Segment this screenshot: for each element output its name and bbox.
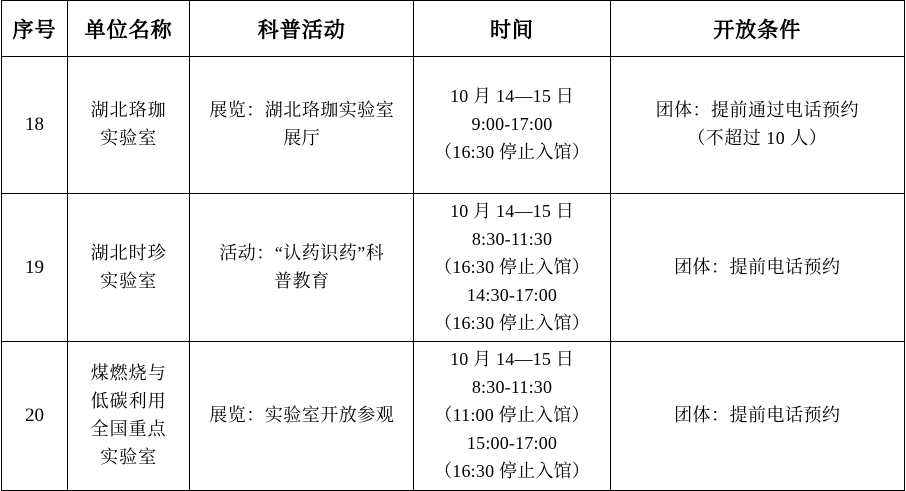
cell-activity-line: 活动：“认药识药”科 [219, 242, 385, 263]
cell-unit-line: 实验室 [100, 128, 158, 148]
cell-time-line: 8:30-11:30 [471, 228, 553, 249]
cell-time-line: 15:00-17:00 [466, 433, 558, 454]
cell-condition-line: 团体：提前通过电话预约 [655, 100, 860, 121]
cell-activity-line: 展厅 [283, 128, 321, 148]
cell-time-line: （11:00 停止入馆） [434, 405, 590, 426]
cell-time [414, 342, 610, 490]
cell-unit [68, 57, 190, 194]
cell-time-line: （16:30 停止入馆） [434, 461, 590, 482]
column-header-activity: 科普活动 [190, 1, 414, 57]
cell-unit-line: 全国重点 [90, 419, 167, 440]
cell-unit-line: 实验室 [100, 447, 158, 468]
cell-activity-line: 展览：实验室开放参观 [209, 405, 395, 426]
cell-activity-line: 展览：湖北珞珈实验室 [209, 100, 395, 121]
cell-unit-line: 煤燃烧与 [90, 363, 167, 384]
cell-condition-line: 团体：提前电话预约 [674, 256, 841, 277]
cell-time-line: 10 月 14—15 日 [450, 349, 574, 370]
cell-time-line: （16:30 停止入馆） [434, 312, 590, 333]
cell-unit [68, 194, 190, 342]
cell-condition [610, 194, 904, 342]
cell-time-line: 10 月 14—15 日 [450, 201, 574, 221]
table-header-row [2, 1, 905, 57]
cell-time-line: 8:30-11:30 [471, 377, 553, 398]
table-row [2, 194, 905, 342]
column-header-condition: 开放条件 [610, 1, 904, 57]
table-body [2, 57, 905, 491]
cell-condition [610, 57, 904, 194]
cell-unit-line: 湖北珞珈 [90, 100, 167, 121]
cell-activity [190, 342, 414, 490]
table-row [2, 57, 905, 194]
column-header-index: 序号 [2, 1, 68, 57]
table-header [2, 1, 905, 57]
column-header-unit: 单位名称 [68, 1, 190, 57]
column-header-time: 时间 [414, 1, 610, 57]
cell-condition-line: （不超过 10 人） [687, 128, 828, 148]
cell-time-line: 9:00-17:00 [471, 114, 553, 135]
cell-activity [190, 194, 414, 342]
cell-time-line: （16:30 停止入馆） [434, 256, 590, 277]
cell-condition [610, 342, 904, 490]
cell-activity [190, 57, 414, 194]
schedule-table [1, 0, 905, 491]
cell-time-line: （16:30 停止入馆） [434, 141, 590, 162]
cell-time [414, 57, 610, 194]
cell-time-line: 14:30-17:00 [466, 284, 558, 305]
cell-unit [68, 342, 190, 490]
cell-time [414, 194, 610, 342]
cell-unit-line: 实验室 [100, 270, 158, 291]
cell-time-line: 10 月 14—15 日 [450, 86, 574, 107]
cell-index: 19 [2, 194, 68, 342]
table-row [2, 342, 905, 490]
cell-unit-line: 湖北时珍 [90, 242, 167, 263]
cell-unit-line: 低碳利用 [90, 391, 167, 412]
cell-index: 20 [2, 342, 68, 490]
cell-activity-line: 普教育 [274, 270, 330, 291]
cell-condition-line: 团体：提前电话预约 [674, 405, 841, 426]
cell-index: 18 [2, 57, 68, 194]
